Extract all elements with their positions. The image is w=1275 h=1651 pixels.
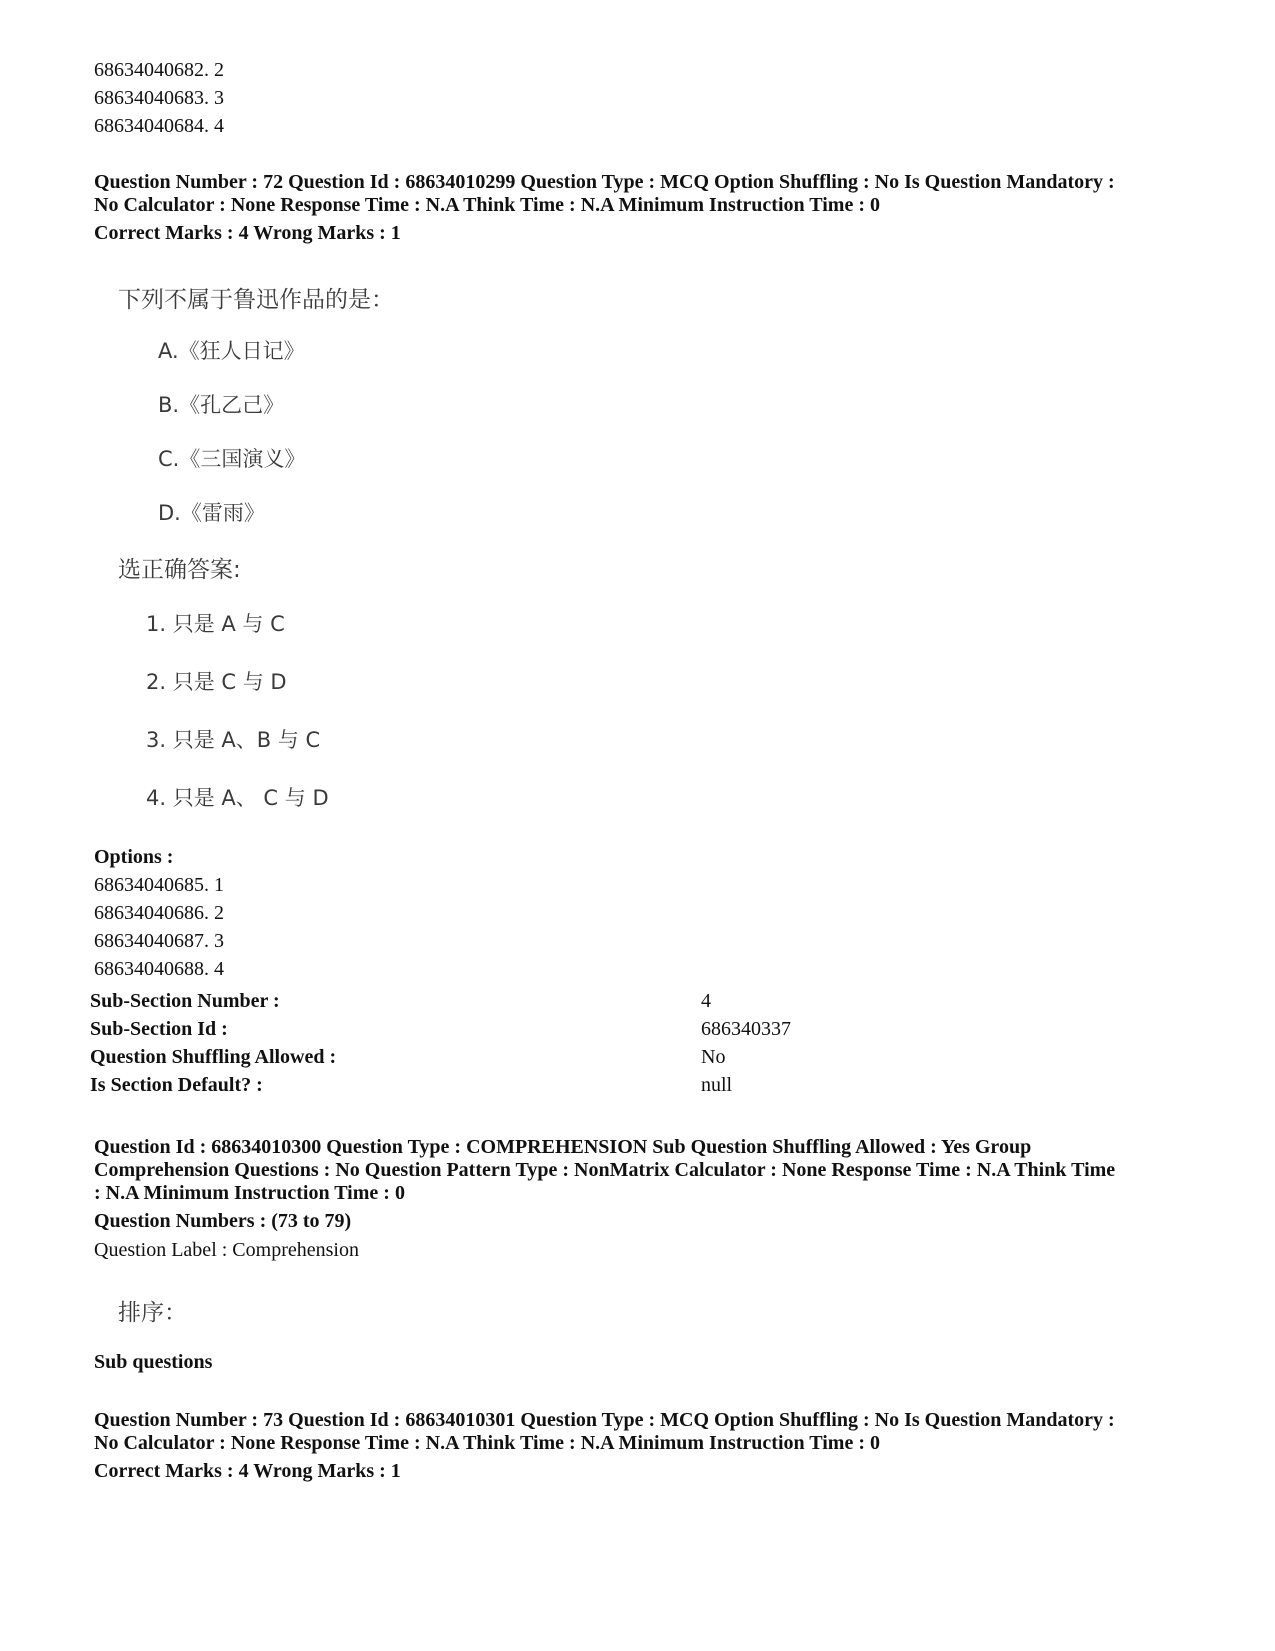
- question-header: Comprehension Questions : No Question Pattern Type : NonMatrix Calculator : None Response Time : N.A Think Time: [94, 1159, 1116, 1181]
- question-header: : N.A Minimum Instruction Time : 0: [94, 1182, 405, 1204]
- question-header: Question Number : 73 Question Id : 68634010301 Question Type : MCQ Option Shuffling : No Is Question Mandatory :: [94, 1409, 1115, 1431]
- passage-text: 排序：: [118, 1300, 187, 1326]
- question-header: Question Number : 72 Question Id : 68634010299 Question Type : MCQ Option Shuffling : No Is Question Mandatory :: [94, 171, 1115, 193]
- sub-questions-heading: Sub questions: [94, 1351, 213, 1373]
- subsection-value: null: [701, 1074, 733, 1096]
- question-marks: Correct Marks : 4 Wrong Marks : 1: [94, 1460, 401, 1482]
- subsection-label: Is Section Default? :: [90, 1074, 263, 1096]
- subsection-value: 4: [701, 990, 711, 1012]
- question-header: No Calculator : None Response Time : N.A Think Time : N.A Minimum Instruction Time : 0: [94, 194, 880, 216]
- subsection-value: 686340337: [701, 1018, 791, 1040]
- subsection-label: Sub-Section Number :: [90, 990, 280, 1012]
- answer-2: 2. 只是 C 与 D: [146, 670, 287, 694]
- question-stem: 下列不属于鲁迅作品的是：: [118, 287, 394, 313]
- answer-3: 3. 只是 A、B 与 C: [146, 728, 321, 752]
- question-label: Question Label : Comprehension: [94, 1239, 359, 1261]
- answer-4: 4. 只是 A、 C 与 D: [146, 786, 329, 810]
- option-line: 68634040682. 2: [94, 59, 224, 81]
- option-line: 68634040688. 4: [94, 958, 224, 980]
- subsection-value: No: [701, 1046, 726, 1068]
- option-line: 68634040684. 4: [94, 115, 224, 137]
- subsection-label: Sub-Section Id :: [90, 1018, 228, 1040]
- question-marks: Correct Marks : 4 Wrong Marks : 1: [94, 222, 401, 244]
- question-numbers: Question Numbers : (73 to 79): [94, 1210, 352, 1232]
- choice-d: D.《雷雨》: [158, 501, 265, 525]
- options-label: Options :: [94, 846, 174, 868]
- subsection-label: Question Shuffling Allowed :: [90, 1046, 337, 1068]
- option-line: 68634040686. 2: [94, 902, 224, 924]
- option-line: 68634040687. 3: [94, 930, 224, 952]
- choice-c: C.《三国演义》: [158, 447, 306, 471]
- question-header: Question Id : 68634010300 Question Type : COMPREHENSION Sub Question Shuffling Allowed : Yes Group: [94, 1136, 1032, 1158]
- option-line: 68634040685. 1: [94, 874, 224, 896]
- select-prompt: 选正确答案:: [118, 557, 241, 583]
- choice-b: B.《孔乙己》: [158, 393, 285, 417]
- answer-1: 1. 只是 A 与 C: [146, 612, 285, 636]
- option-line: 68634040683. 3: [94, 87, 224, 109]
- choice-a: A.《狂人日记》: [158, 339, 305, 363]
- question-header: No Calculator : None Response Time : N.A Think Time : N.A Minimum Instruction Time : 0: [94, 1432, 880, 1454]
